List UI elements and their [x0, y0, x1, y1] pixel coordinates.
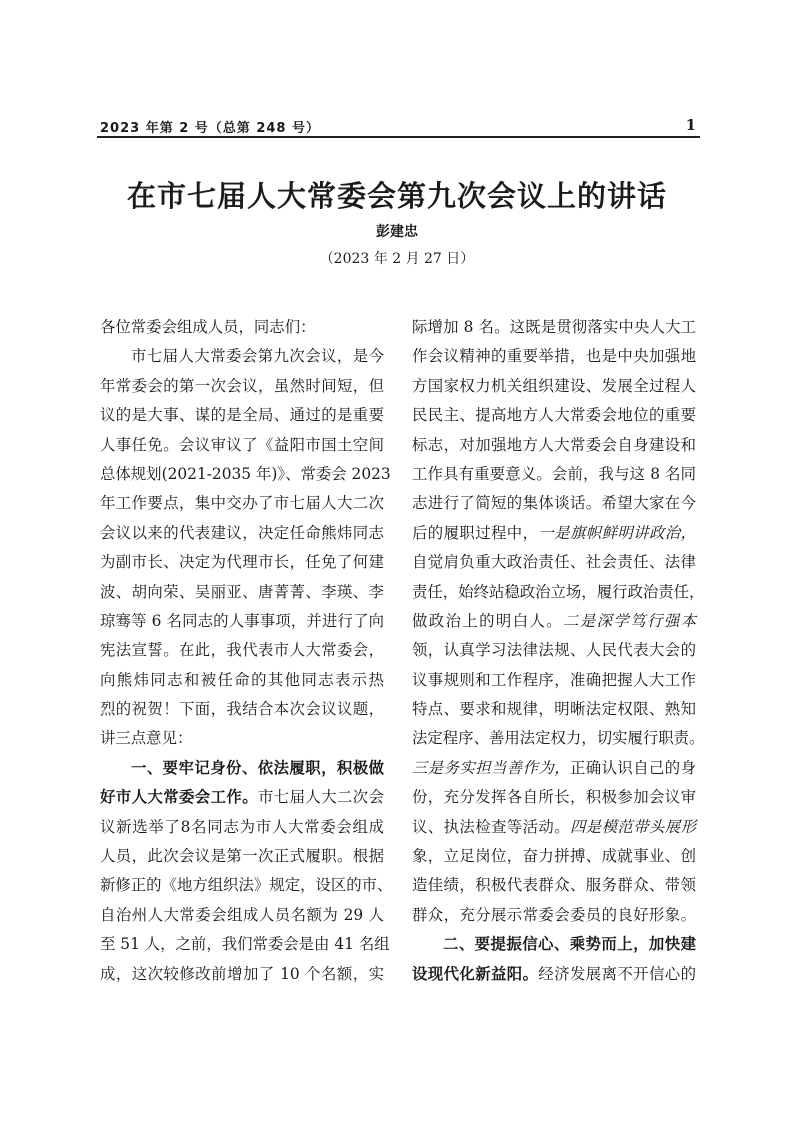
text-line: 向熊炜同志和被任命的其他同志表示热 — [100, 670, 384, 689]
section-heading-1-cont: 好市人大常委会工作。 — [100, 788, 258, 807]
text-line — [100, 783, 384, 812]
point-three: 三是务实担当善作为， — [412, 758, 570, 777]
text-line: 宪法宣誓。在此，我代表市人大常委会， — [100, 641, 384, 660]
text-line — [412, 813, 696, 842]
section-heading-2-cont: 设现代化新益阳。 — [412, 964, 539, 983]
text-line: 议事规则和工作程序，准确把握人大工作 — [412, 670, 696, 689]
text-run: 议、执法检查等活动。 — [412, 817, 570, 836]
text-line: 方国家权力机关组织建设、发展全过程人 — [412, 376, 696, 395]
article-author: 彭建忠 — [376, 224, 418, 240]
article-title: 在市七届人大常委会第九次会议上的讲话 — [126, 179, 667, 213]
body-column-left — [100, 313, 393, 989]
text-line: 讲三点意见： — [100, 729, 193, 748]
text-line: 会议以来的代表建议，决定任命熊炜同志 — [100, 523, 384, 542]
text-line: 人员，此次会议是第一次正式履职。根据 — [100, 847, 384, 866]
text-line: 至 51 人，之前，我们常委会是由 41 名组 — [100, 935, 390, 954]
text-line: 象，立足岗位，奋力拼搏、成就事业、创 — [412, 847, 696, 866]
text-line: 法定程序、善用法定权力，切实履行职责。 — [412, 729, 705, 748]
point-one: 一是旗帜鲜明讲政治， — [538, 523, 696, 542]
text-line: 领，认真学习法律法规、人民代表大会的 — [412, 641, 696, 660]
text-line: 市七届人大常委会第九次会议，是今 — [131, 347, 384, 366]
text-line: 志进行了简短的集体谈话。希望大家在今 — [412, 494, 696, 513]
text-line: 自治州人大常委会组成人员名额为 29 人 — [100, 905, 384, 924]
point-four: 四是模范带头展形 — [570, 817, 696, 836]
text-line: 年常委会的第一次会议，虽然时间短，但 — [100, 376, 384, 395]
text-line: 议新选举了8名同志为市人大常委会组成 — [100, 817, 384, 836]
text-line: 自觉肩负重大政治责任、社会责任、法律 — [412, 553, 696, 572]
text-run: 做政治上的明白人。 — [412, 611, 564, 630]
text-line: 为副市长、决定为代理市长，任免了何建 — [100, 553, 384, 572]
text-line: 各位常委会组成人员，同志们： — [100, 318, 316, 336]
text-line: 标志，对加强地方人大常委会自身建设和 — [412, 435, 696, 454]
text-line: 特点、要求和规律，明晰法定权限、熟知 — [412, 700, 696, 719]
text-line: 民民主、提高地方人大常委会地位的重要 — [412, 406, 696, 425]
text-line: 议的是大事、谋的是全局、通过的是重要 — [100, 406, 384, 425]
text-line: 波、胡向荣、吴丽亚、唐菁菁、李瑛、李 — [100, 582, 384, 601]
text-run: 经济发展离不开信心的 — [538, 964, 696, 983]
text-line: 琼骞等 6 名同志的人事事项，并进行了向 — [100, 611, 384, 630]
text-line — [412, 754, 696, 783]
page-number: 1 — [685, 116, 696, 134]
article-date: （2023 年 2 月 27 日） — [319, 251, 475, 267]
header-rule — [97, 136, 700, 138]
text-line: 作会议精神的重要举措，也是中央加强地 — [412, 347, 696, 366]
text-line: 造佳绩，积极代表群众、服务群众、带领 — [412, 876, 696, 895]
text-line: 群众，充分展示常委会委员的良好形象。 — [412, 905, 696, 924]
point-two: 二是深学笃行强本 — [563, 611, 696, 630]
text-line: 份，充分发挥各自所长，积极参加会议审 — [412, 788, 696, 807]
body-column-right — [412, 313, 705, 989]
text-line: 人事任免。会议审议了《益阳市国土空间 — [100, 435, 384, 454]
text-line: 新修正的《地方组织法》规定，设区的市、 — [100, 876, 393, 895]
text-line — [412, 607, 696, 636]
text-line: 工作具有重要意义。会前，我与这 8 名同 — [412, 464, 696, 483]
text-line: 烈的祝贺！下面，我结合本次会议议题， — [100, 700, 384, 719]
text-line: 责任，始终站稳政治立场，履行政治责任， — [412, 582, 705, 601]
text-run: 后的履职过程中， — [412, 523, 539, 542]
section-heading-2: 二、要提振信心、乘势而上，加快建 — [443, 935, 696, 954]
section-heading-1: 一、要牢记身份、依法履职，积极做 — [131, 758, 384, 777]
text-line: 际增加 8 名。这既是贯彻落实中央人大工 — [412, 318, 696, 336]
text-run: 市七届人大二次会 — [258, 788, 384, 807]
text-line: 成，这次较修改前增加了 10 个名额，实 — [100, 964, 384, 983]
text-line: 年工作要点，集中交办了市七届人大二次 — [100, 494, 384, 513]
page-header — [100, 114, 696, 136]
text-line — [412, 519, 696, 548]
text-line — [412, 960, 696, 989]
issue-label: 2023 年第 2 号（总第 248 号） — [100, 121, 320, 136]
text-run: 正确认识自己的身 — [570, 758, 696, 777]
text-line: 总体规划(2021-2035 年)》、常委会 2023 — [100, 464, 391, 483]
